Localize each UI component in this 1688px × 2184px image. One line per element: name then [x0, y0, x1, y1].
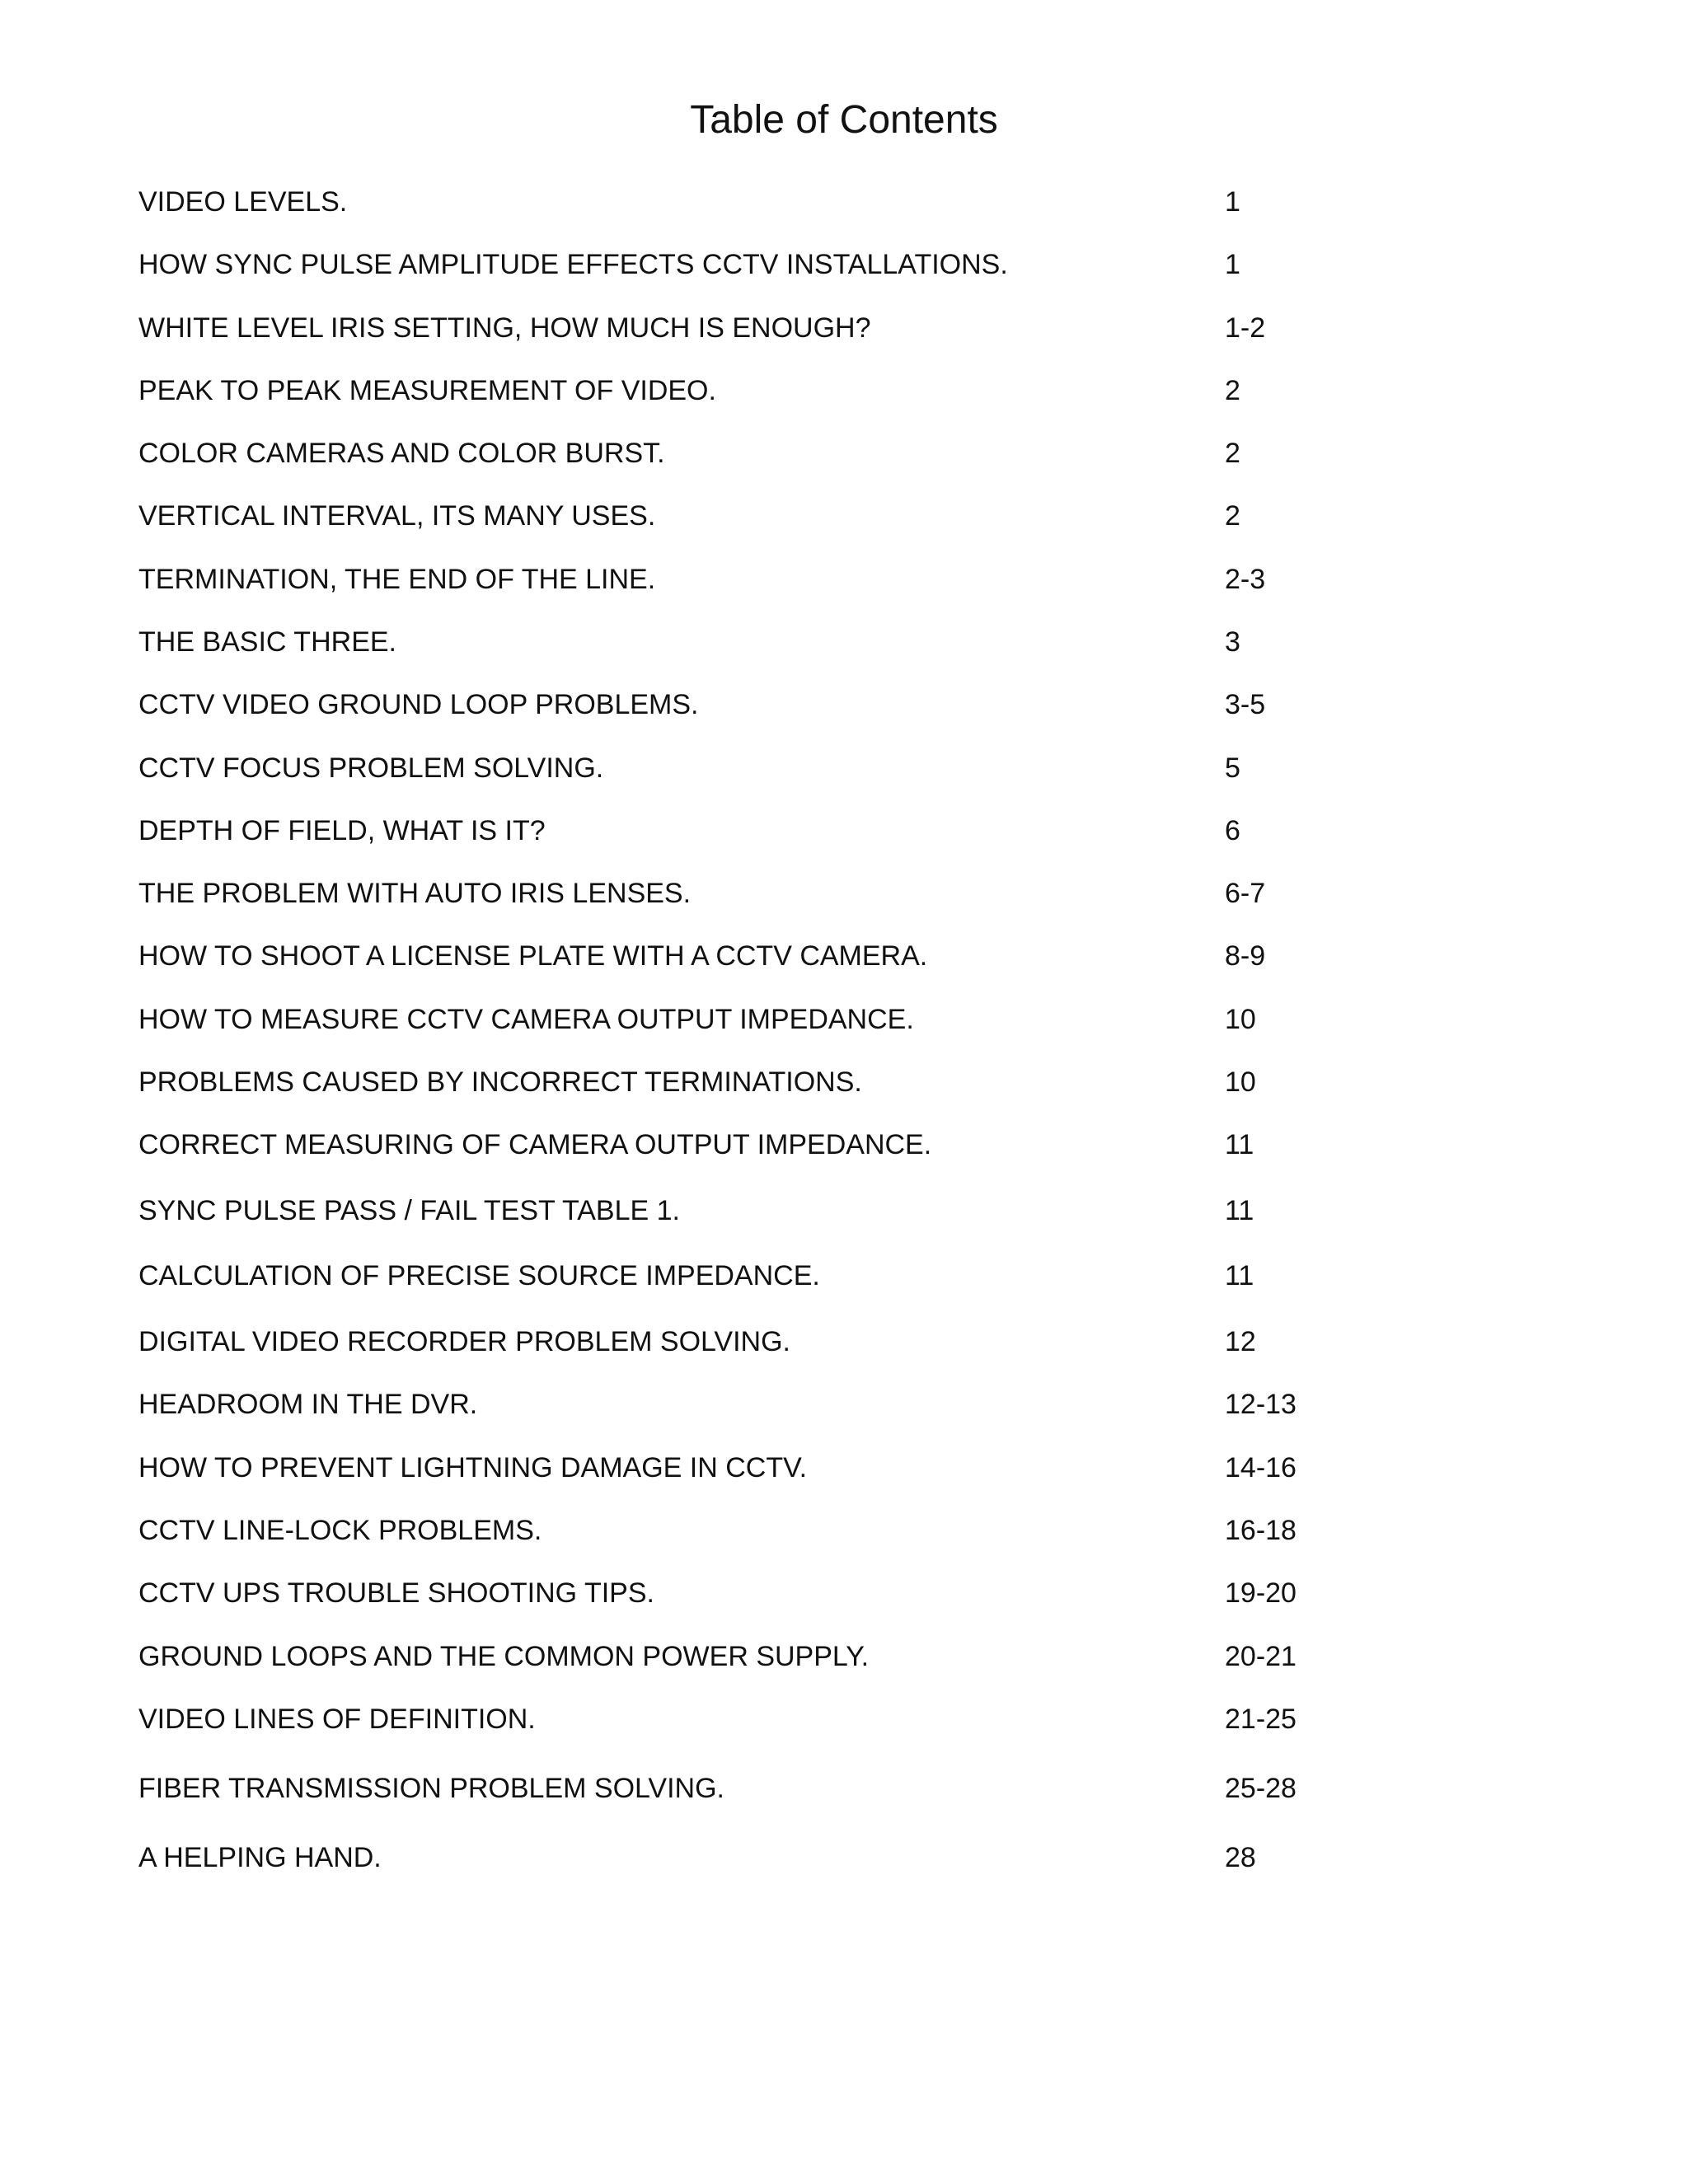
toc-entry-page: 2: [1225, 500, 1240, 532]
toc-entry-page: 10: [1225, 1066, 1256, 1098]
toc-entry-title: VIDEO LINES OF DEFINITION.: [138, 1704, 536, 1735]
toc-entry-page: 2: [1225, 438, 1240, 469]
toc-entry-page: 2: [1225, 375, 1240, 406]
toc-entry-title: VIDEO LEVELS.: [138, 186, 348, 218]
toc-row: [138, 1257, 1556, 1295]
toc-entry-page: 8-9: [1225, 940, 1266, 972]
toc-row: [138, 1126, 1556, 1164]
toc-entry-title: DIGITAL VIDEO RECORDER PROBLEM SOLVING.: [138, 1326, 790, 1357]
toc-entry-title: CCTV LINE-LOCK PROBLEMS.: [138, 1515, 542, 1546]
toc-entry-title: CALCULATION OF PRECISE SOURCE IMPEDANCE.: [138, 1260, 820, 1291]
toc-entry-title: DEPTH OF FIELD, WHAT IS IT?: [138, 815, 546, 846]
toc-entry-title: HOW TO SHOOT A LICENSE PLATE WITH A CCTV CAMERA.: [138, 940, 928, 972]
page-title: Table of Contents: [690, 98, 998, 142]
toc-row: [138, 183, 1556, 221]
toc-entry-title: CCTV UPS TROUBLE SHOOTING TIPS.: [138, 1577, 654, 1609]
toc-entry-page: 11: [1225, 1129, 1254, 1160]
toc-entry-page: 1: [1225, 186, 1240, 218]
toc-entry-title: COLOR CAMERAS AND COLOR BURST.: [138, 438, 665, 469]
toc-entry-title: CCTV VIDEO GROUND LOOP PROBLEMS.: [138, 689, 699, 720]
toc-entry-page: 21-25: [1225, 1704, 1296, 1735]
toc-row: [138, 1001, 1556, 1038]
toc-entry-title: A HELPING HAND.: [138, 1842, 382, 1873]
toc-row: [138, 1574, 1556, 1612]
toc-entry-page: 25-28: [1225, 1773, 1296, 1804]
toc-entry-title: SYNC PULSE PASS / FAIL TEST TABLE 1.: [138, 1195, 680, 1226]
toc-row: [138, 1449, 1556, 1487]
toc-entry-page: 12-13: [1225, 1389, 1296, 1420]
toc-row: [138, 874, 1556, 912]
toc-entry-title: VERTICAL INTERVAL, ITS MANY USES.: [138, 500, 656, 532]
toc-entry-page: 1-2: [1225, 312, 1266, 344]
toc-entry-page: 20-21: [1225, 1641, 1296, 1672]
toc-entry-title: PEAK TO PEAK MEASUREMENT OF VIDEO.: [138, 375, 716, 406]
toc-row: [138, 1769, 1556, 1807]
toc-entry-page: 12: [1225, 1326, 1256, 1357]
toc-entry-title: FIBER TRANSMISSION PROBLEM SOLVING.: [138, 1773, 724, 1804]
toc-entry-page: 6-7: [1225, 878, 1266, 909]
toc-entry-page: 3: [1225, 626, 1240, 658]
toc-row: [138, 1511, 1556, 1549]
toc-row: [138, 372, 1556, 410]
toc-entry-page: 10: [1225, 1004, 1256, 1035]
toc-entry-title: CORRECT MEASURING OF CAMERA OUTPUT IMPEDANCE.: [138, 1129, 932, 1160]
toc-entry-page: 1: [1225, 249, 1240, 280]
toc-entry-page: 11: [1225, 1195, 1254, 1226]
toc-entry-title: PROBLEMS CAUSED BY INCORRECT TERMINATIONS.: [138, 1066, 862, 1098]
toc-entry-page: 28: [1225, 1842, 1256, 1873]
toc-entry-page: 6: [1225, 815, 1240, 846]
toc-entry-page: 3-5: [1225, 689, 1266, 720]
toc-entry-page: 16-18: [1225, 1515, 1296, 1546]
toc-row: [138, 1323, 1556, 1361]
toc-entry-page: 19-20: [1225, 1577, 1296, 1609]
toc-row: [138, 686, 1556, 724]
toc-row: [138, 246, 1556, 284]
toc-entry-title: HEADROOM IN THE DVR.: [138, 1389, 478, 1420]
toc-entry-page: 5: [1225, 752, 1240, 784]
toc-row: [138, 309, 1556, 347]
toc-entry-title: CCTV FOCUS PROBLEM SOLVING.: [138, 752, 604, 784]
toc-row: [138, 560, 1556, 598]
toc-row: [138, 749, 1556, 787]
toc-row: [138, 812, 1556, 850]
toc-row: [138, 937, 1556, 975]
toc-entry-page: 14-16: [1225, 1452, 1296, 1483]
toc-entry-title: THE PROBLEM WITH AUTO IRIS LENSES.: [138, 878, 692, 909]
toc-entry-title: TERMINATION, THE END OF THE LINE.: [138, 564, 656, 595]
toc-row: [138, 497, 1556, 535]
toc-row: [138, 1192, 1556, 1230]
toc-entry-page: 2-3: [1225, 564, 1266, 595]
toc-entry-title: HOW SYNC PULSE AMPLITUDE EFFECTS CCTV INSTALLATIONS.: [138, 249, 1008, 280]
toc-entry-title: HOW TO PREVENT LIGHTNING DAMAGE IN CCTV.: [138, 1452, 808, 1483]
toc-entry-title: GROUND LOOPS AND THE COMMON POWER SUPPLY.: [138, 1641, 870, 1672]
toc-entry-title: HOW TO MEASURE CCTV CAMERA OUTPUT IMPEDANCE.: [138, 1004, 914, 1035]
toc-entry-page: 11: [1225, 1260, 1254, 1291]
toc-row: [138, 1638, 1556, 1675]
toc-entry-title: WHITE LEVEL IRIS SETTING, HOW MUCH IS ENOUGH?: [138, 312, 871, 344]
toc-entry-title: THE BASIC THREE.: [138, 626, 396, 658]
toc-row: [138, 1700, 1556, 1738]
toc-row: [138, 623, 1556, 661]
toc-row: [138, 434, 1556, 472]
toc-row: [138, 1385, 1556, 1423]
toc-row: [138, 1063, 1556, 1101]
toc-row: [138, 1839, 1556, 1877]
